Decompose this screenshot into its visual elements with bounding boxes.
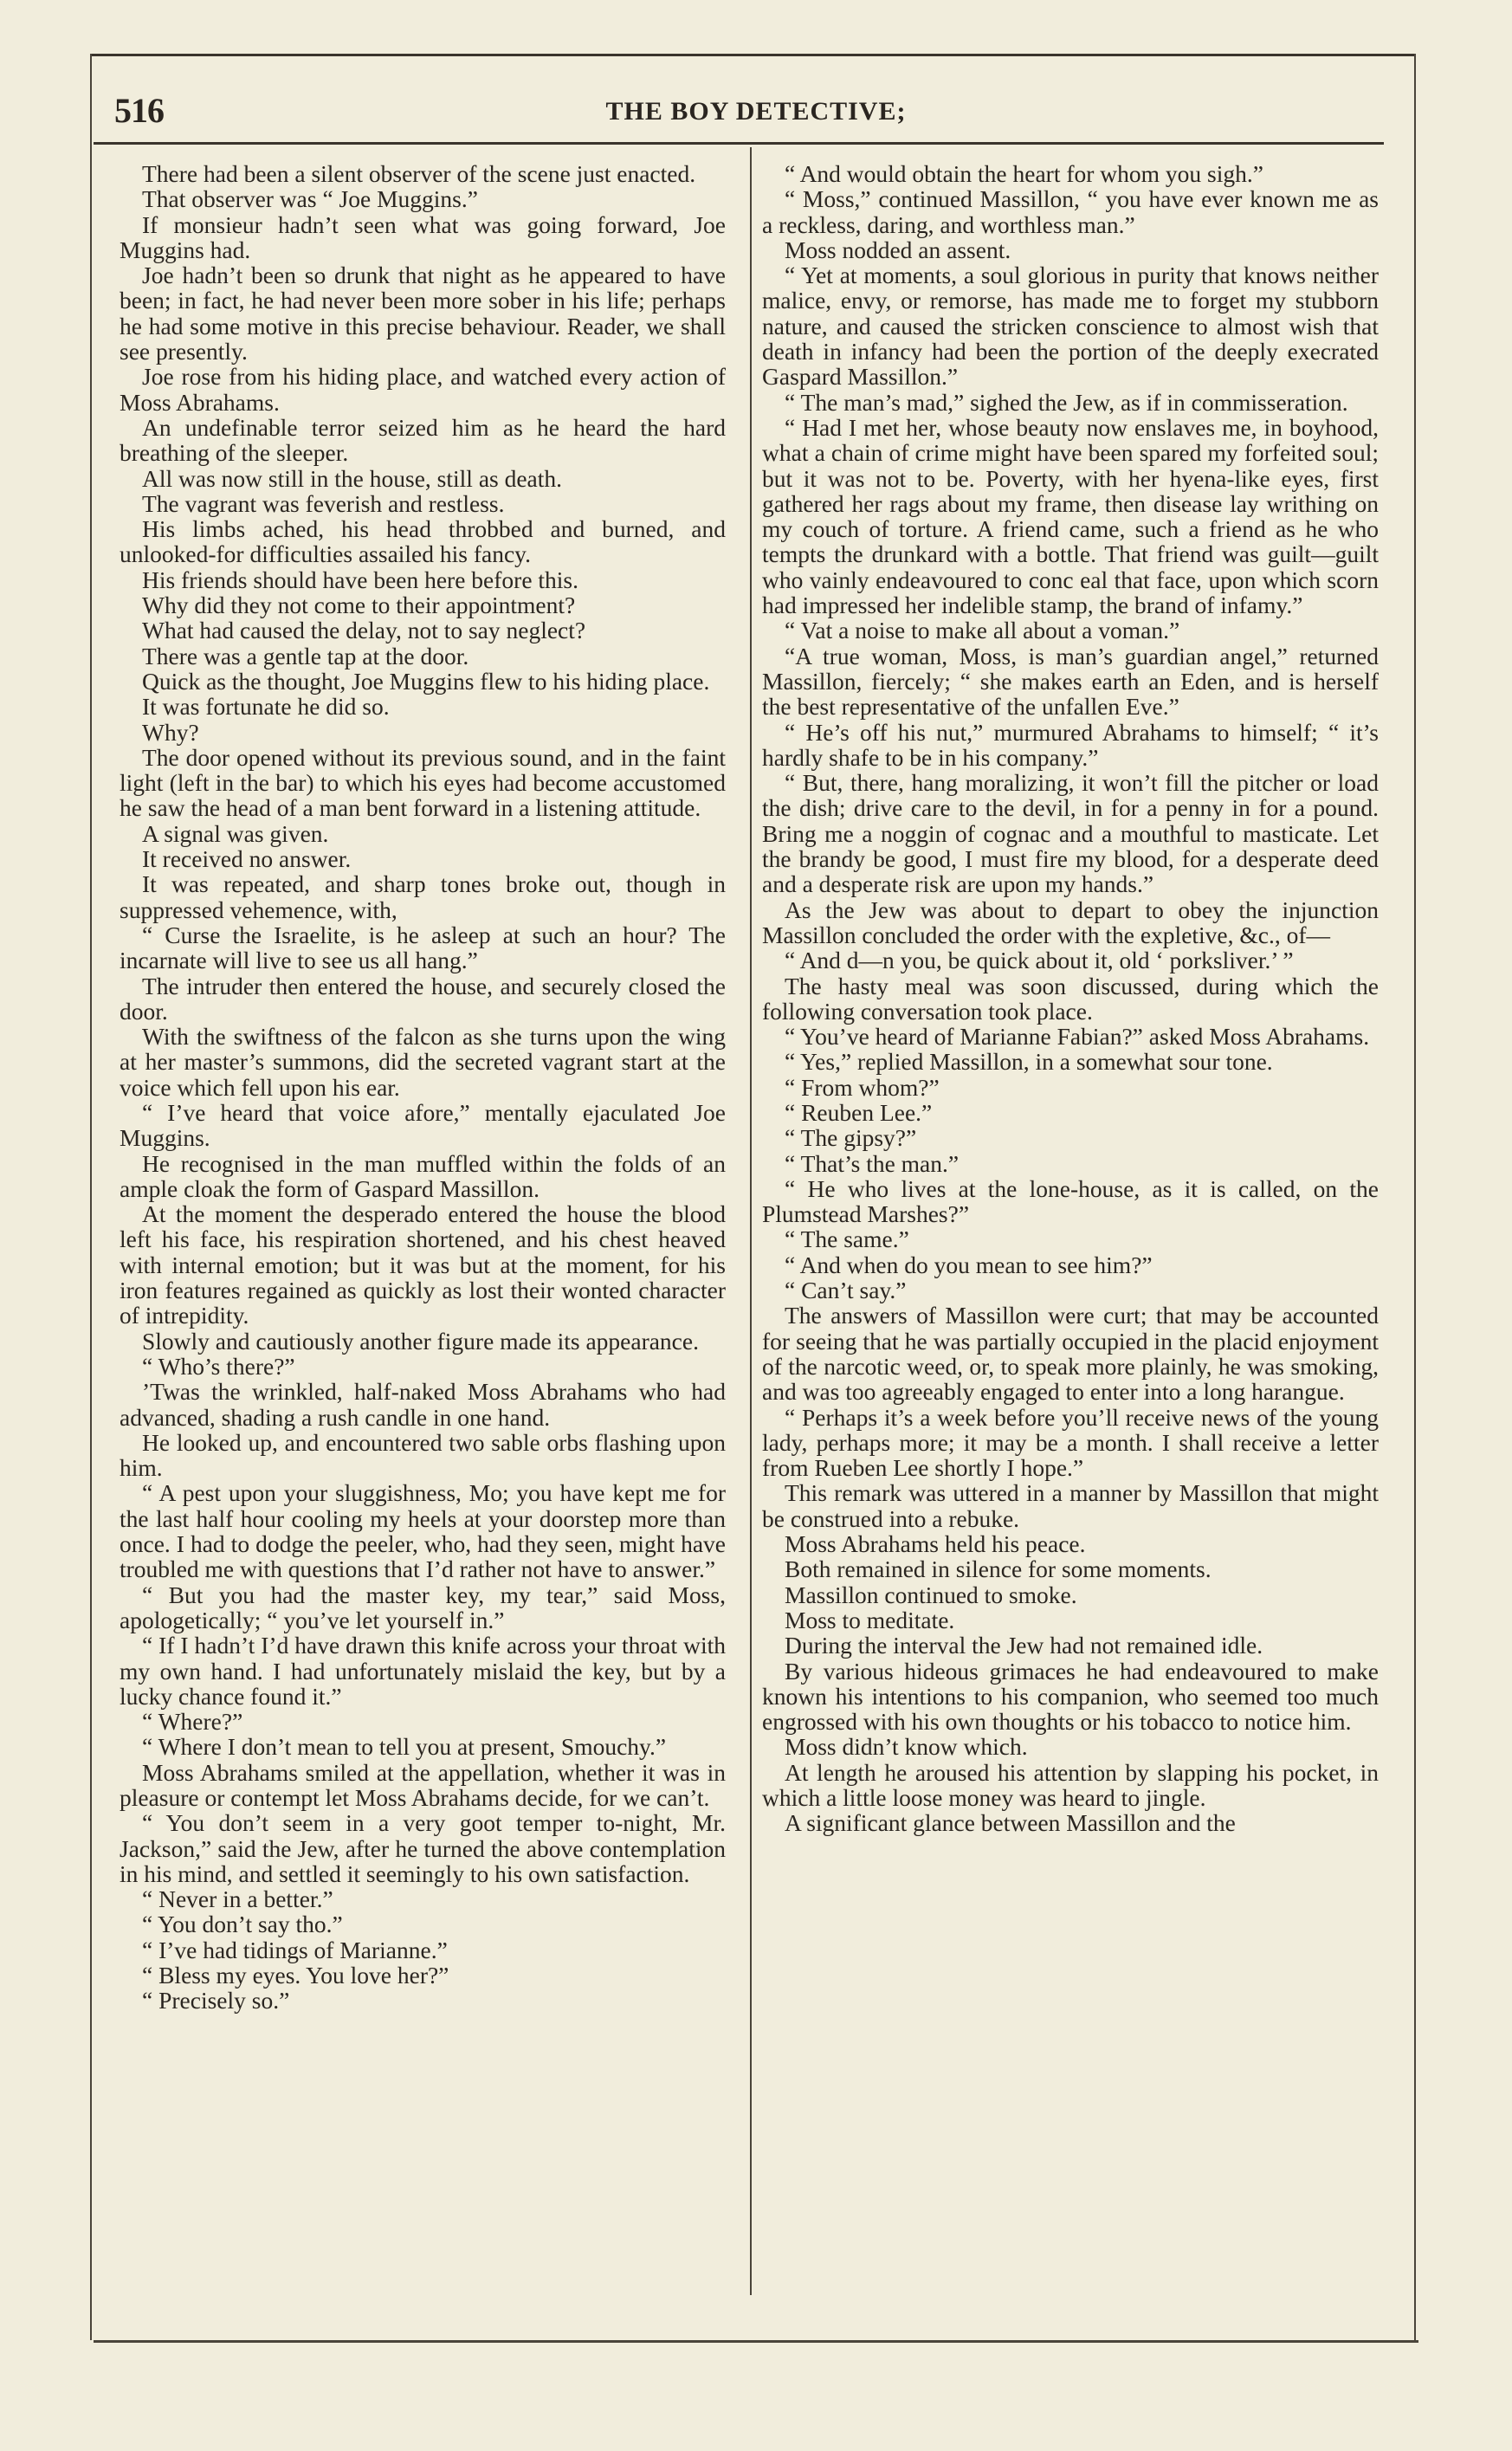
paragraph: During the interval the Jew had not remained idle.	[785, 1632, 1263, 1659]
paragraph: A signal was given.	[142, 819, 329, 847]
paragraph: The intruder then entered the house, and securely closed the door.	[120, 972, 726, 1025]
paragraph: “ The man’s mad,” sighed the Jew, as if in commisseration.	[785, 388, 1348, 416]
paragraph: There had been a silent observer of the scene just enacted.	[142, 160, 696, 187]
paragraph: As the Jew was about to depart to obey the injunction Massillon concluded the order with the expletive, &c., of—	[762, 896, 1379, 948]
right-column	[762, 161, 1379, 1836]
paragraph: “ Curse the Israelite, is he asleep at such an hour? The incarnate will live to see us all hang.”	[120, 921, 726, 974]
paragraph: “ I’ve heard that voice afore,” mentally ejaculated Joe Muggins.	[120, 1098, 726, 1152]
paragraph: Joe hadn’t been so drunk that night as he appeared to have been; in fact, he had never been more sober in his life; perhaps he had some motive in this precise behaviour. Reader, we shall see presently.	[120, 262, 726, 365]
paragraph: “ Yet at moments, a soul glorious in purity that knows neither malice, envy, or remorse, has made me to forget my stubborn nature, and caused the stricken conscience to almost wish that death in infancy had been the portion of the deeply execrated Gaspard Massillon.”	[762, 262, 1379, 391]
paragraph: “ And d—n you, be quick about it, old ‘ porksliver.’ ”	[785, 947, 1294, 974]
paragraph: “ He’s off his nut,” murmured Abrahams to himself; “ it’s hardly shafe to be in his company.”	[762, 718, 1379, 771]
paragraph: The door opened without its previous sound, and in the faint light (left in the bar) to which his eyes had become accustomed he saw the head of a man bent forward in a listening attitude.	[120, 743, 726, 822]
paragraph: It received no answer.	[142, 845, 352, 873]
paragraph: A significant glance between Massillon and the	[785, 1809, 1236, 1837]
paragraph: “ A pest upon your sluggishness, Mo; you have kept me for the last half hour cooling my heels at your doorstep more than once. I had to dodge the peeler, who, had they seen, might have troubled me with questions that I’d rather not have to answer.”	[120, 1479, 726, 1583]
paragraph: “ From whom?”	[785, 1073, 940, 1101]
paragraph: “ Had I met her, whose beauty now enslaves me, in boyhood, what a chain of crime might have been spared my forfeited soul; but it was not to be. Poverty, with her hyena-like eyes, first gathered her rags about my frame, then disease lay writhing on my couch of torture. A friend came, such a friend as he who tempts the drunkard with a bottle. That friend was guilt—guilt who vainly endeavoured to conc eal that face, upon which scorn had impressed her indelible stamp, the brand of infamy.”	[762, 413, 1379, 619]
paragraph: “ Who’s there?”	[142, 1352, 295, 1380]
paragraph: What had caused the delay, not to say neglect?	[142, 617, 586, 644]
paragraph: “ Never in a better.”	[142, 1885, 333, 1913]
paragraph: Moss nodded an assent.	[785, 236, 1011, 263]
paragraph: All was now still in the house, still as death.	[142, 464, 563, 492]
paragraph: “ If I hadn’t I’d have drawn this knife across your throat with my own hand. I had unfortunately mislaid the key, but by a lucky chance found it.”	[120, 1632, 726, 1710]
paragraph: Why did they not come to their appointment?	[142, 592, 576, 619]
paragraph: With the swiftness of the falcon as she turns upon the wing at her master’s summons, did the secreted vagrant start at the voice which fell upon his ear.	[120, 1023, 726, 1101]
paragraph: ’Twas the wrinkled, half-naked Moss Abrahams who had advanced, shading a rush candle in one hand.	[120, 1378, 726, 1431]
running-title: THE BOY DETECTIVE;	[605, 97, 907, 126]
paragraph: The answers of Massillon were curt; that may be accounted for seeing that he was partially occupied in the placid enjoyment of the narcotic weed, or, to speak more plainly, he was smoking, and was too agreeably engaged to enter into a long harangue.	[762, 1302, 1379, 1406]
paragraph: By various hideous grimaces he had endeavoured to make known his intentions to his companion, who seemed too much engrossed with his own thoughts or his tobacco to notice him.	[762, 1657, 1379, 1736]
paragraph: It was fortunate he did so.	[142, 693, 390, 721]
paragraph: “ That’s the man.”	[785, 1149, 960, 1177]
paragraph: If monsieur hadn’t seen what was going forward, Joe Muggins had.	[120, 210, 726, 263]
paragraph: “A true woman, Moss, is man’s guardian angel,” returned Massillon, fiercely; “ she makes earth an Eden, and is herself the best representative of the unfallen Eve.”	[762, 642, 1379, 721]
column-divider	[750, 147, 752, 2295]
paragraph: “ I’ve had tidings of Marianne.”	[142, 1936, 448, 1963]
paragraph: “ You’ve heard of Marianne Fabian?” asked Moss Abrahams.	[785, 1023, 1370, 1051]
paragraph: He looked up, and encountered two sable orbs flashing upon him.	[120, 1428, 726, 1482]
left-border	[90, 54, 92, 2340]
paragraph: Moss didn’t know which.	[785, 1733, 1028, 1761]
right-border	[1414, 54, 1416, 2340]
paragraph: Moss Abrahams smiled at the appellation, whether it was in pleasure or contempt let Moss Abrahams decide, for we can’t.	[120, 1758, 726, 1811]
paragraph: “ Can’t say.”	[785, 1277, 907, 1304]
paragraph: “ Reuben Lee.”	[785, 1098, 933, 1126]
paragraph: Quick as the thought, Joe Muggins flew to his hiding place.	[142, 667, 710, 695]
header-rule	[94, 142, 1384, 145]
paragraph: “ Where?”	[142, 1708, 243, 1736]
paragraph: “ But you had the master key, my tear,” said Moss, apologetically; “ you’ve let yourself in.”	[120, 1581, 726, 1633]
paragraph: Moss Abrahams held his peace.	[785, 1530, 1086, 1558]
paragraph: He recognised in the man muffled within the folds of an ample cloak the form of Gaspard Massillon.	[120, 1149, 726, 1202]
paragraph: At the moment the desperado entered the house the blood left his face, his respiration shortened, and his chest heaved with internal emotion; but it was but at the moment, for his iron features regained as quickly as lost their wonted character of intrepidity.	[120, 1200, 726, 1329]
paragraph: His limbs ached, his head throbbed and burned, and unlooked-for difficulties assailed his fancy.	[120, 515, 726, 568]
paragraph: “ And when do you mean to see him?”	[785, 1251, 1153, 1278]
paragraph: “ Precisely so.”	[142, 1987, 290, 2014]
paragraph: “ Perhaps it’s a week before you’ll receive news of the young lady, perhaps more; it may be a month. I shall receive a letter from Rueben Lee shortly I hope.”	[762, 1403, 1379, 1482]
paragraph: “ Bless my eyes. You love her?”	[142, 1962, 449, 1989]
paragraph: “ The same.”	[785, 1226, 909, 1253]
paragraph: This remark was uttered in a manner by Massillon that might be construed into a rebuke.	[762, 1479, 1379, 1532]
paragraph: His friends should have been here before this.	[142, 566, 579, 593]
paragraph: Both remained in silence for some moments.	[785, 1555, 1212, 1583]
paragraph: “ The gipsy?”	[785, 1124, 917, 1152]
bottom-rule	[94, 2340, 1418, 2343]
paragraph: There was a gentle tap at the door.	[142, 642, 469, 669]
top-border	[91, 54, 1416, 56]
paragraph: Joe rose from his hiding place, and watched every action of Moss Abrahams.	[120, 363, 726, 416]
paragraph: At length he aroused his attention by slapping his pocket, in which a little loose money was heard to jingle.	[762, 1758, 1379, 1811]
left-column	[120, 161, 726, 2014]
paragraph: “ Moss,” continued Massillon, “ you have ever known me as a reckless, daring, and worthless man.”	[762, 185, 1379, 238]
paragraph: “ Yes,” replied Massillon, in a somewhat sour tone.	[785, 1048, 1273, 1076]
paragraph: It was repeated, and sharp tones broke out, though in suppressed vehemence, with,	[120, 870, 726, 923]
paragraph: “ And would obtain the heart for whom you sigh.”	[785, 160, 1263, 187]
paragraph: “ Vat a noise to make all about a voman.”	[785, 617, 1180, 644]
paragraph: Slowly and cautiously another figure made its appearance.	[142, 1327, 699, 1355]
paragraph: Why?	[142, 718, 199, 746]
paragraph: The vagrant was feverish and restless.	[142, 489, 505, 517]
paragraph: Massillon continued to smoke.	[785, 1581, 1077, 1608]
paragraph: “ You don’t seem in a very goot temper to-night, Mr. Jackson,” said the Jew, after he turned the above contemplation in his mind, and settled it seemingly to his own satisfaction.	[120, 1809, 726, 1887]
page-number: 516	[114, 91, 164, 130]
paragraph: Moss to meditate.	[785, 1606, 955, 1633]
paragraph: “ He who lives at the lone-house, as it is called, on the Plumstead Marshes?”	[762, 1174, 1379, 1228]
paragraph: “ But, there, hang moralizing, it won’t fill the pitcher or load the dish; drive care to the devil, in for a penny in for a pound. Bring me a noggin of cognac and a mouthful to masticate. Let the brandy be good, I must fire my blood, for a desperate deed and a desperate risk are upon my hands.”	[762, 769, 1379, 898]
paragraph: “ Where I don’t mean to tell you at present, Smouchy.”	[142, 1733, 667, 1761]
paragraph: That observer was “ Joe Muggins.”	[142, 185, 478, 213]
paragraph: “ You don’t say tho.”	[142, 1911, 343, 1938]
paragraph: The hasty meal was soon discussed, during which the following conversation took place.	[762, 972, 1379, 1025]
paragraph: An undefinable terror seized him as he heard the hard breathing of the sleeper.	[120, 413, 726, 467]
